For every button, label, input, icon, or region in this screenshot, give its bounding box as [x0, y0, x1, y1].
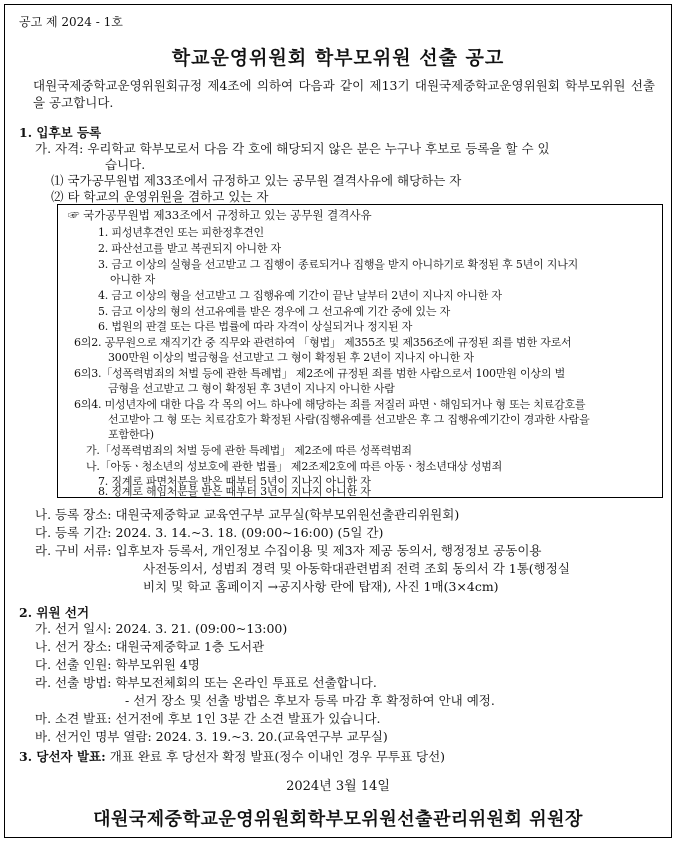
section-2-heading: 2. 위원 선거 [19, 605, 90, 620]
notice-number: 공고 제 2024 - 1호 [19, 15, 123, 29]
box-item-6-3b: 금형을 선고받고 그 형이 확정된 후 3년이 지나지 아니한 사람 [108, 382, 395, 395]
box-item-6-4c: 포함한다) [108, 428, 154, 441]
required-documents-2: 사전동의서, 성범죄 경력 및 아동학대관련범죄 전력 조회 동의서 각 1통(행정실 [143, 561, 570, 576]
section-3-heading: 3. 당선자 발표: [19, 749, 106, 764]
box-item-6-2b: 300만원 이상의 벌금형을 선고받고 그 형이 확정된 후 2년이 지나지 아니한 자 [108, 351, 474, 364]
election-count: 다. 선출 인원: 학부모위원 4명 [35, 657, 200, 672]
box-item-6-4b: 선고받아 그 형 또는 치료감호가 확정된 사람(집행유예를 선고받은 후 그 집행유예기간이 경과한 사람을 [108, 413, 590, 426]
election-date: 가. 선거 일시: 2024. 3. 21. (09:00~13:00) [35, 621, 288, 636]
notice-title: 학교운영위원회 학부모위원 선출 공고 [171, 47, 505, 69]
qualification-line-2: 습니다. [105, 157, 146, 172]
box-item-6-4-na: 나.「아동ㆍ청소년의 성보호에 관한 법률」 제2조제2호에 따른 아동ㆍ청소년대상 성범죄 [86, 460, 503, 473]
election-method: 라. 선출 방법: 학부모전체회의 또는 온라인 투표로 선출합니다. [35, 675, 377, 690]
box-item-8: 8. 징계로 해임처분을 받은 때부터 3년이 지나지 아니한 자 [98, 485, 371, 498]
condition-1: ⑴ 국가공무원법 제33조에서 규정하고 있는 공무원 결격사유에 해당하는 자 [51, 173, 462, 188]
box-item-6-4-ga: 가.「성폭력범죄의 처벌 등에 관한 특례법」 제2조에 따른 성폭력범죄 [86, 444, 412, 457]
box-item-1: 1. 피성년후견인 또는 피한정후견인 [98, 226, 264, 239]
intro-paragraph: 대원국제중학교운영위원회규정 제4조에 의하여 다음과 같이 제13기 대원국제중학교운영위원회 학부모위원 선출을 공고합니다. [33, 78, 655, 110]
candidate-speech: 마. 소견 발표: 선거전에 후보 1인 3분 간 소견 발표가 있습니다. [35, 711, 381, 726]
section-3-text: 개표 완료 후 당선자 확정 발표(정수 이내인 경우 무투표 당선) [109, 749, 446, 764]
condition-2: ⑵ 타 학교의 운영위원을 겸하고 있는 자 [51, 189, 269, 204]
qualification-line-1: 가. 자격: 우리학교 학부모로서 다음 각 호에 해당되지 않은 분은 누구나 후보로 등록을 할 수 있 [35, 141, 550, 156]
box-item-3b: 아니한 자 [110, 273, 156, 286]
box-item-2: 2. 파산선고를 받고 복권되지 아니한 자 [98, 242, 281, 255]
voter-roster: 바. 선거인 명부 열람: 2024. 3. 19.~3. 20.(교육연구부 교무실) [35, 729, 388, 744]
box-title: ☞ 국가공무원법 제33조에서 규정하고 있는 공무원 결격사유 [68, 208, 372, 222]
registration-period: 다. 등록 기간: 2024. 3. 14.~3. 18. (09:00~16:00) (5일 간) [35, 525, 384, 540]
election-method-note: - 선거 장소 및 선출 방법은 후보자 등록 마감 후 확정하여 안내 예정. [125, 693, 495, 708]
box-item-5: 5. 금고 이상의 형의 선고유예를 받은 경우에 그 선고유예 기간 중에 있는 자 [98, 305, 451, 318]
required-documents-3: 비치 및 학교 홈페이지 →공지사항 란에 탑재), 사진 1매(3×4cm) [143, 579, 499, 594]
box-item-4: 4. 금고 이상의 형을 선고받고 그 집행유예 기간이 끝난 날부터 2년이 지나지 아니한 자 [98, 289, 502, 302]
section-1-heading: 1. 입후보 등록 [19, 125, 102, 140]
section-3 [19, 747, 445, 765]
notice-document [4, 4, 672, 838]
box-item-6: 6. 법원의 판결 또는 다른 법률에 따라 자격이 상실되거나 정지된 자 [98, 320, 413, 333]
box-item-7: 7. 징계로 파면처분을 받은 때부터 5년이 지나지 아니한 자 [98, 475, 371, 488]
required-documents-1: 라. 구비 서류: 입후보자 등록서, 개인정보 수집이용 및 제3자 제공 동의서, 행정정보 공동이용 [35, 543, 542, 558]
notice-date: 2024년 3월 14일 [286, 779, 390, 794]
registration-place: 나. 등록 장소: 대원국제중학교 교육연구부 교무실(학부모위원선출관리위원회) [35, 507, 460, 522]
signer: 대원국제중학교운영위원회학부모위원선출관리위원회 위원장 [93, 809, 583, 830]
box-item-3a: 3. 금고 이상의 실형을 선고받고 그 집행이 종료되거나 집행을 받지 아니하기로 확정된 후 5년이 지나지 [98, 258, 579, 271]
election-place: 나. 선거 장소: 대원국제중학교 1층 도서관 [35, 639, 265, 654]
box-item-6-2a: 6의2. 공무원으로 재직기간 중 직무와 관련하여 「형법」 제355조 및 제356조에 규정된 죄를 범한 자로서 [74, 336, 572, 349]
disqualification-box [57, 204, 663, 498]
box-item-6-4a: 6의4. 미성년자에 대한 다음 각 목의 어느 하나에 해당하는 죄를 저질러 파면ㆍ해임되거나 형 또는 치료감호를 [74, 398, 586, 411]
box-item-6-3a: 6의3.「성폭력범죄의 처벌 등에 관한 특례법」 제2조에 규정된 죄를 범한 사람으로서 100만원 이상의 벌 [74, 367, 566, 380]
